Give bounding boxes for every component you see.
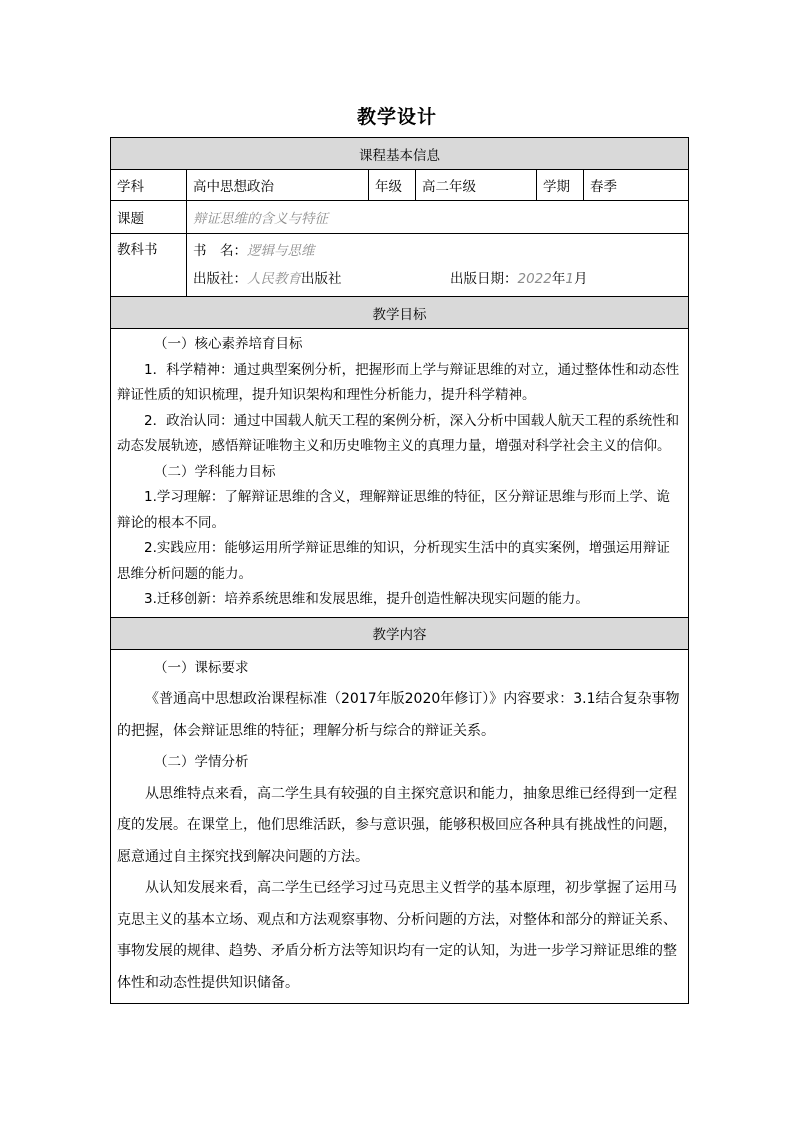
grade-value: 高二年级 <box>416 170 537 201</box>
content-heading-1: （一）课标要求 <box>154 659 249 676</box>
objective-item: 3.迁移创新：培养系统思维和发展思维，提升创造性解决现实问题的能力。 <box>144 591 589 607</box>
document-title: 教学设计 <box>356 106 437 128</box>
objectives-heading-1: （一）核心素养培育目标 <box>154 336 303 352</box>
content-header: 教学内容 <box>111 617 689 649</box>
content-paragraph: 从认知发展来看，高二学生已经学习过马克思主义哲学的基本原理，初步掌握了运用马克思主义的基本立场、观点和方法观察事物、分析问题的方法，对整体和部分的辩证关系、事物发展的规律、趋势、矛盾分析方法等知识均有一定的认知，为进一步学习辩证思维的整体性和动态性提供知识储备。 <box>117 880 677 991</box>
publisher-value: 人民教育 <box>247 271 301 287</box>
publication-date <box>450 265 587 293</box>
textbook-info <box>187 234 689 297</box>
lesson-plan-table <box>110 137 689 1004</box>
pub-date-label: 出版日期： <box>450 271 518 287</box>
month-char: 月 <box>573 271 588 287</box>
book-name-value: 逻辑与思维 <box>247 243 315 259</box>
objective-item: 2.实践应用：能够运用所学辩证思维的知识，分析现实生活中的真实案例，增强运用辩证思维分析问题的能力。 <box>117 540 670 582</box>
pub-year: 2022 <box>517 271 552 287</box>
subject-value: 高中思想政治 <box>187 170 369 201</box>
year-char: 年 <box>551 271 566 287</box>
term-value: 春季 <box>584 170 689 201</box>
publisher-line <box>193 265 682 293</box>
objectives-heading-2: （二）学科能力目标 <box>154 463 276 480</box>
publisher-suffix: 出版社 <box>301 271 342 287</box>
objective-item: 1．科学精神：通过典型案例分析，把握形而上学与辩证思维的对立，通过整体性和动态性辩证性质的知识梳理，提升知识架构和理性分析能力，提升科学精神。 <box>117 361 680 403</box>
content-body <box>111 649 689 1004</box>
objective-item: 2．政治认同：通过中国载人航天工程的案例分析，深入分析中国载人航天工程的系统性和动态发展轨迹，感悟辩证唯物主义和历史唯物主义的真理力量，增强对科学社会主义的信仰。 <box>117 412 680 454</box>
content-paragraph: 《普通高中思想政治课程标准（2017年版2020年修订）》内容要求：3.1结合复杂事物的把握，体会辩证思维的特征；理解分析与综合的辩证关系。 <box>117 691 680 739</box>
objectives-body <box>111 329 689 618</box>
content-paragraph: 从思维特点来看，高二学生具有较强的自主探究意识和能力，抽象思维已经得到一定程度的发展。在课堂上，他们思维活跃，参与意识强，能够积极回应各种具有挑战性的问题，愿意通过自主探究找到解决问题的方法。 <box>117 785 677 865</box>
book-name-line <box>193 237 682 265</box>
basic-info-header: 课程基本信息 <box>111 138 689 170</box>
subject-label: 学科 <box>111 170 187 201</box>
term-label: 学期 <box>537 170 584 201</box>
topic-value: 辩证思维的含义与特征 <box>187 201 689 234</box>
topic-label: 课题 <box>111 201 187 234</box>
pub-month: 1 <box>565 271 574 287</box>
publisher-label: 出版社： <box>193 271 247 287</box>
book-name-label: 书 名： <box>193 243 247 259</box>
objective-item: 1.学习理解：了解辩证思维的含义，理解辩证思维的特征，区分辩证思维与形而上学、诡辩论的根本不同。 <box>117 489 670 531</box>
content-heading-2: （二）学情分析 <box>154 754 249 770</box>
grade-label: 年级 <box>369 170 416 201</box>
textbook-label: 教科书 <box>111 234 187 297</box>
objectives-header: 教学目标 <box>111 297 689 329</box>
